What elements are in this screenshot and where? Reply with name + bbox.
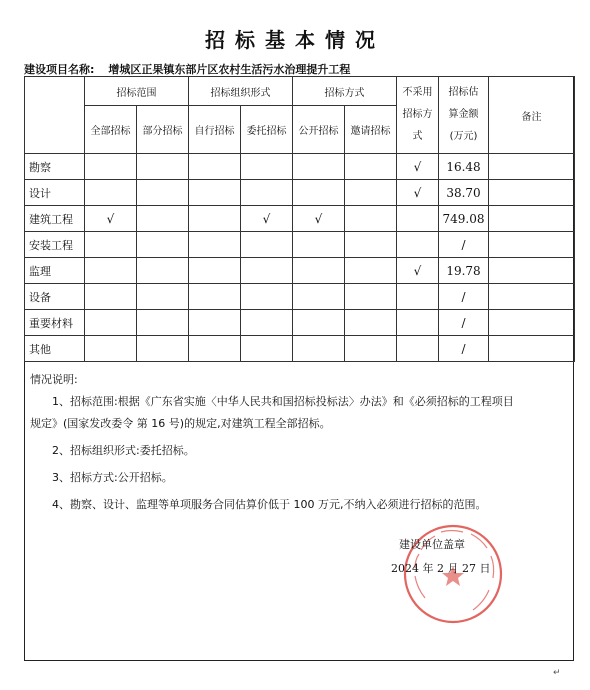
table-body xyxy=(25,154,575,362)
sub-self-header: 自行招标 xyxy=(189,106,241,154)
signature-area xyxy=(391,520,555,630)
cell-entrust xyxy=(241,180,293,206)
cell-entrust xyxy=(241,310,293,336)
table-row xyxy=(25,336,575,362)
cell-partial xyxy=(137,284,189,310)
cell-not-adopted: √ xyxy=(397,258,439,284)
row-label: 其他 xyxy=(25,336,85,362)
tender-table xyxy=(24,76,575,362)
group-method-header: 招标方式 xyxy=(293,77,397,106)
cell-entrust xyxy=(241,284,293,310)
cell-partial xyxy=(137,206,189,232)
cell-open xyxy=(293,284,345,310)
cell-full xyxy=(85,310,137,336)
header-row-groups xyxy=(25,77,575,106)
group-org-header: 招标组织形式 xyxy=(189,77,293,106)
cell-open xyxy=(293,154,345,180)
cell-amount: / xyxy=(439,232,489,258)
cell-self xyxy=(189,310,241,336)
cell-self xyxy=(189,180,241,206)
cell-self xyxy=(189,284,241,310)
cell-open xyxy=(293,310,345,336)
row-label: 建筑工程 xyxy=(25,206,85,232)
project-name: 增城区正果镇东部片区农村生活污水治理提升工程 xyxy=(108,63,351,76)
cell-amount: 16.48 xyxy=(439,154,489,180)
cell-full: √ xyxy=(85,206,137,232)
cell-self xyxy=(189,206,241,232)
cell-full xyxy=(85,154,137,180)
project-line xyxy=(24,61,364,77)
cell-amount: / xyxy=(439,284,489,310)
cell-invite xyxy=(345,258,397,284)
sub-entrust-header: 委托招标 xyxy=(241,106,293,154)
note-1a: 1、招标范围:根据《广东省实施〈中华人民共和国招标投标法〉办法》和《必须招标的工程项目 xyxy=(52,395,514,408)
cell-partial xyxy=(137,310,189,336)
cell-self xyxy=(189,232,241,258)
cell-open: √ xyxy=(293,206,345,232)
estimate-header: 招标估 算金额 (万元) xyxy=(439,77,489,154)
row-label: 重要材料 xyxy=(25,310,85,336)
cell-open xyxy=(293,180,345,206)
row-label: 设备 xyxy=(25,284,85,310)
cell-remark xyxy=(489,284,575,310)
cell-remark xyxy=(489,232,575,258)
sub-open-header: 公开招标 xyxy=(293,106,345,154)
note-4: 4、勘察、设计、监理等单项服务合同估算价低于 100 万元,不纳入必须进行招标的范围。 xyxy=(52,498,487,511)
cell-entrust xyxy=(241,232,293,258)
cell-partial xyxy=(137,258,189,284)
return-mark-icon: ↵ xyxy=(553,668,561,678)
notes-heading: 情况说明: xyxy=(30,373,78,386)
table-row xyxy=(25,284,575,310)
cell-partial xyxy=(137,180,189,206)
note-3: 3、招标方式:公开招标。 xyxy=(52,471,173,484)
cell-invite xyxy=(345,232,397,258)
row-label: 安装工程 xyxy=(25,232,85,258)
project-label: 建设项目名称: xyxy=(24,63,95,76)
cell-open xyxy=(293,258,345,284)
cell-entrust: √ xyxy=(241,206,293,232)
cell-not-adopted: √ xyxy=(397,180,439,206)
note-2: 2、招标组织形式:委托招标。 xyxy=(52,444,195,457)
cell-amount: 749.08 xyxy=(439,206,489,232)
not-adopted-header: 不采用 招标方 式 xyxy=(397,77,439,154)
cell-not-adopted xyxy=(397,232,439,258)
cell-self xyxy=(189,336,241,362)
group-scope-header: 招标范围 xyxy=(85,77,189,106)
cell-open xyxy=(293,232,345,258)
cell-remark xyxy=(489,154,575,180)
cell-remark xyxy=(489,206,575,232)
cell-invite xyxy=(345,206,397,232)
remark-header: 备注 xyxy=(489,77,575,154)
cell-amount: / xyxy=(439,310,489,336)
seal-date: 2024 年 2 月 27 日 xyxy=(391,562,491,575)
cell-not-adopted xyxy=(397,310,439,336)
table-row xyxy=(25,310,575,336)
cell-invite xyxy=(345,284,397,310)
note-1b: 规定》(国家发改委令 第 16 号)的规定,对建筑工程全部招标。 xyxy=(30,417,331,430)
cell-remark xyxy=(489,180,575,206)
cell-remark xyxy=(489,310,575,336)
cell-amount: 38.70 xyxy=(439,180,489,206)
cell-partial xyxy=(137,232,189,258)
cell-entrust xyxy=(241,258,293,284)
sub-full-header: 全部招标 xyxy=(85,106,137,154)
cell-self xyxy=(189,258,241,284)
row-label: 监理 xyxy=(25,258,85,284)
cell-self xyxy=(189,154,241,180)
table-row xyxy=(25,232,575,258)
cell-entrust xyxy=(241,154,293,180)
corner-cell xyxy=(25,77,85,154)
cell-partial xyxy=(137,154,189,180)
table-row xyxy=(25,206,575,232)
cell-invite xyxy=(345,180,397,206)
sub-partial-header: 部分招标 xyxy=(137,106,189,154)
table-row xyxy=(25,154,575,180)
cell-amount: 19.78 xyxy=(439,258,489,284)
cell-invite xyxy=(345,154,397,180)
table-row xyxy=(25,258,575,284)
cell-full xyxy=(85,258,137,284)
page-title: 招标基本情况 xyxy=(205,28,385,52)
cell-not-adopted xyxy=(397,284,439,310)
sub-invite-header: 邀请招标 xyxy=(345,106,397,154)
cell-entrust xyxy=(241,336,293,362)
seal-unit-label: 建设单位盖章 xyxy=(399,538,465,551)
table-row xyxy=(25,180,575,206)
cell-remark xyxy=(489,336,575,362)
row-label: 设计 xyxy=(25,180,85,206)
cell-invite xyxy=(345,336,397,362)
cell-not-adopted: √ xyxy=(397,154,439,180)
cell-not-adopted xyxy=(397,336,439,362)
cell-not-adopted xyxy=(397,206,439,232)
cell-full xyxy=(85,180,137,206)
cell-full xyxy=(85,232,137,258)
cell-open xyxy=(293,336,345,362)
cell-amount: / xyxy=(439,336,489,362)
cell-remark xyxy=(489,258,575,284)
cell-partial xyxy=(137,336,189,362)
cell-full xyxy=(85,336,137,362)
cell-invite xyxy=(345,310,397,336)
row-label: 勘察 xyxy=(25,154,85,180)
cell-full xyxy=(85,284,137,310)
